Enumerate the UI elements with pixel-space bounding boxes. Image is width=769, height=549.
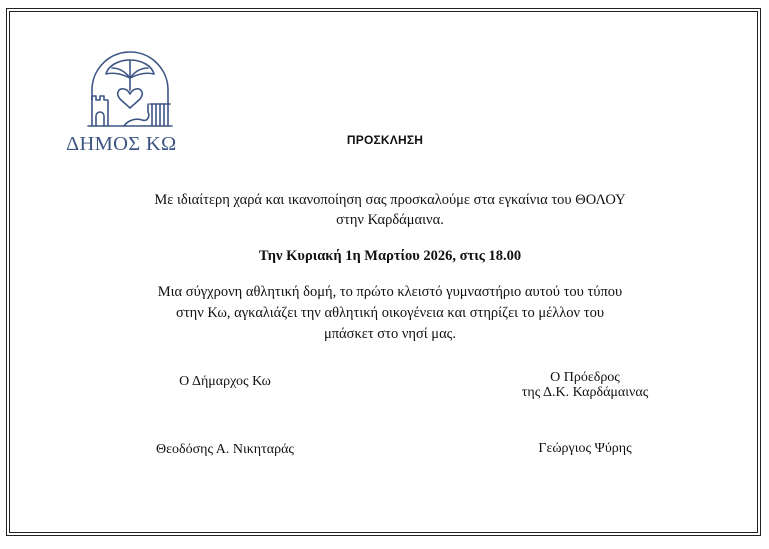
invitation-body [80,282,700,345]
president-name: Γεώργιος Ψύρης [538,441,632,456]
body-line: στην Κω, αγκαλιάζει την αθλητική οικογένεια και στηρίζει το μέλλον του [176,305,604,321]
intro-line: Με ιδιαίτερη χαρά και ικανοποίηση σας προσκαλούμε στα εγκαίνια του ΘΟΛΟΥ [154,192,626,208]
document-title: ΠΡΟΣΚΛΗΣΗ [346,133,424,147]
president-title [470,370,700,400]
mayor-title: Ο Δήμαρχος Κω [179,374,271,389]
body-line: Μια σύγχρονη αθλητική δομή, το πρώτο κλειστό γυμναστήριο αυτού του τύπου [157,284,623,300]
invitation-intro [90,190,690,230]
president-title-line: της Δ.Κ. Καρδάμαινας [521,385,649,400]
event-date: Την Κυριακή 1η Μαρτίου 2026, στις 18.00 [258,248,522,264]
president-title-line: Ο Πρόεδρος [550,370,620,385]
mayor-name: Θεοδόσης Α. Νικηταράς [156,442,294,457]
municipality-name: ΔΗΜΟΣ ΚΩ [66,133,177,155]
body-line: μπάσκετ στο νησί μας. [323,326,457,342]
municipality-logo-icon [80,50,180,128]
intro-line: στην Καρδάμαινα. [336,212,444,228]
